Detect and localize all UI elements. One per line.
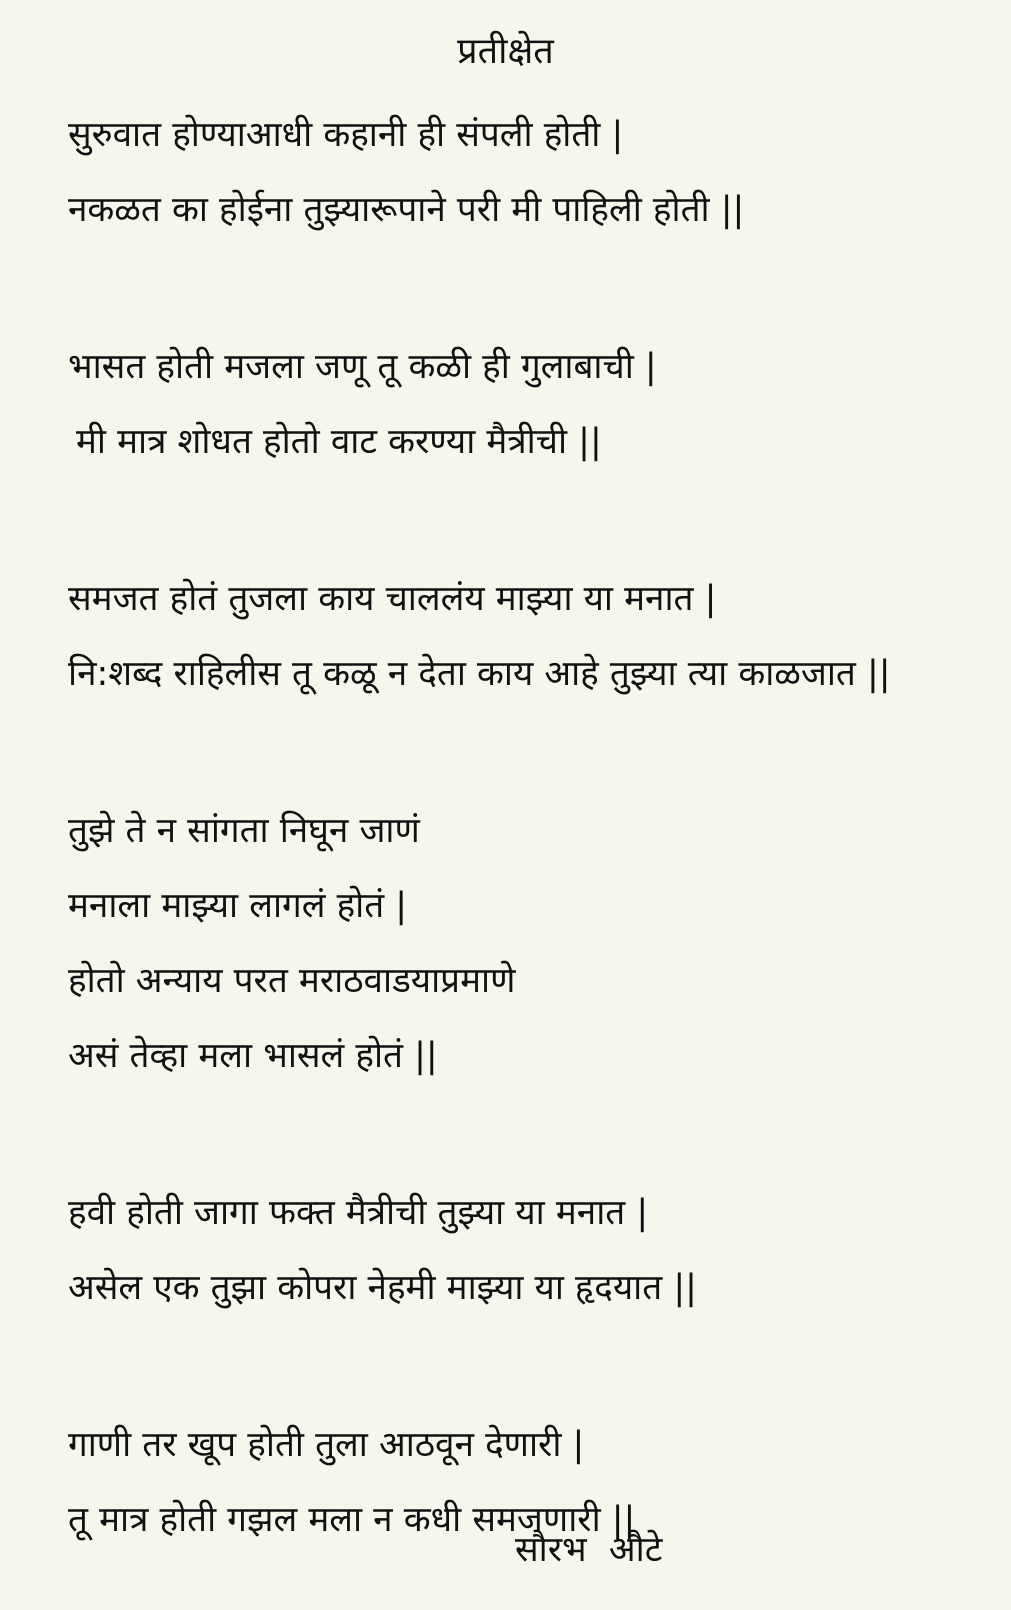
- poem-line: नकळत का होईना तुझ्यारूपाने परी मी पाहिली होती ||: [68, 190, 745, 230]
- poem-line: मनाला माझ्या लागलं होतं |: [68, 886, 408, 926]
- poem-author: सौरभ औटे: [515, 1530, 663, 1570]
- stanza-4: [68, 794, 998, 1094]
- poem-line: असेल एक तुझा कोपरा नेहमी माझ्या या हृदयात ||: [68, 1268, 697, 1308]
- poem-line: भासत होती मजला जणू तू कळी ही गुलाबाची |: [68, 347, 657, 387]
- poem-line: तू मात्र होती गझल मला न कधी समजणारी ||: [68, 1500, 636, 1540]
- poem-line: गाणी तर खूप होती तुला आठवून देणारी |: [68, 1425, 585, 1465]
- poem-line: मी मात्र शोधत होतो वाट करण्या मैत्रीची ||: [76, 422, 602, 462]
- stanza-5: [68, 1176, 998, 1326]
- poem-line: नि:शब्द राहिलीस तू कळू न देता काय आहे तुझ्या त्या काळजात ||: [68, 654, 891, 694]
- poem-line: हवी होती जागा फक्त मैत्रीची तुझ्या या मनात |: [68, 1193, 649, 1233]
- poem-title: प्रतीक्षेत: [457, 31, 554, 72]
- stanza-2: [68, 330, 998, 480]
- poem-line: समजत होतं तुजला काय चाललंय माझ्या या मनात |: [68, 579, 717, 619]
- poem-line: होतो अन्याय परत मराठवाडयाप्रमाणे: [68, 961, 516, 1001]
- poem-body: [68, 98, 998, 1558]
- poem-line: सुरुवात होण्याआधी कहानी ही संपली होती |: [68, 115, 624, 155]
- poem-line: असं तेव्हा मला भासलं होतं ||: [68, 1036, 438, 1076]
- stanza-3: [68, 562, 998, 712]
- stanza-1: [68, 98, 998, 248]
- poem-line: तुझे ते न सांगता निघून जाणं: [68, 811, 420, 851]
